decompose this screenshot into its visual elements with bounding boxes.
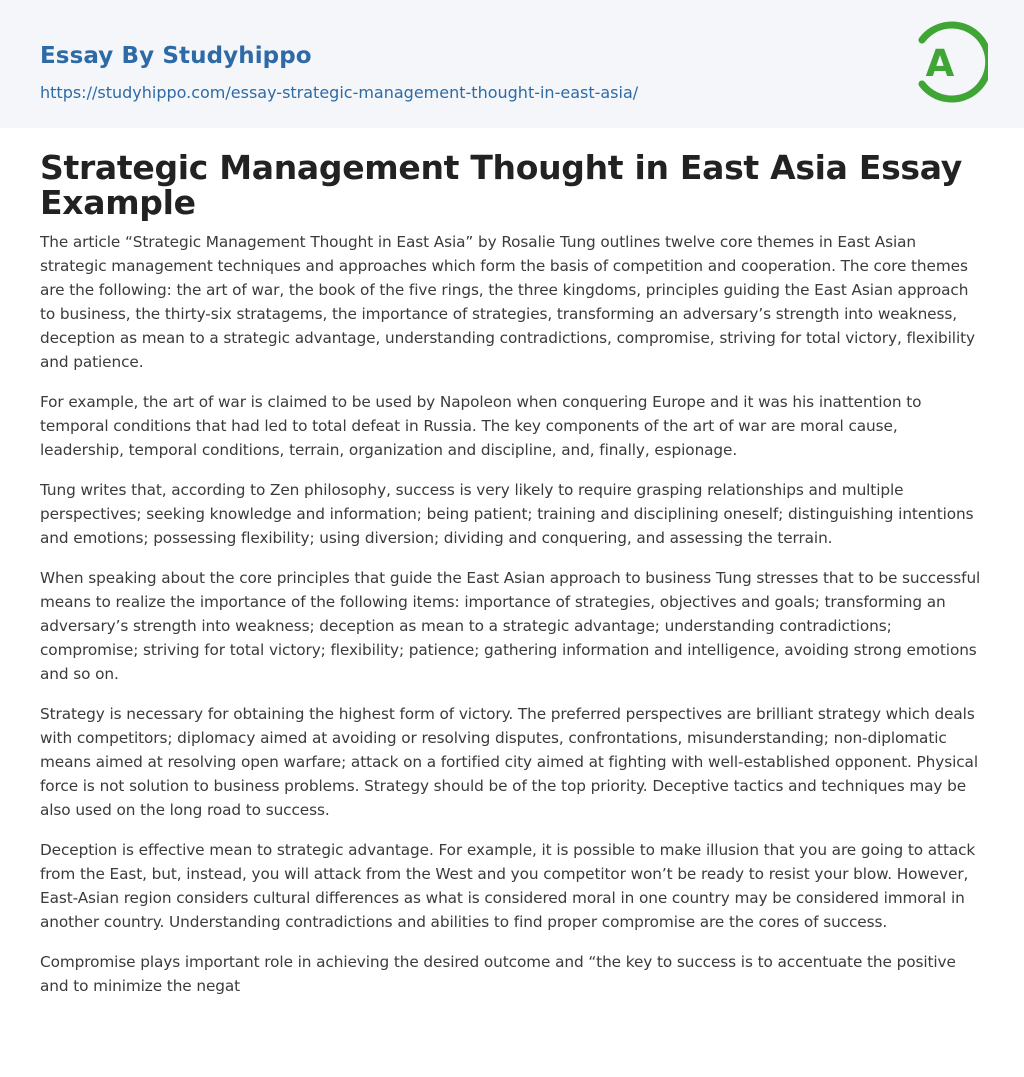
studyhippo-logo-icon[interactable]: [908, 16, 988, 108]
brand-title[interactable]: Essay By Studyhippo: [40, 43, 312, 69]
article-paragraph: When speaking about the core principles that guide the East Asian approach to business Tung stresses that to be successful means to realize the importance of the following items: importance of strategies, objectives and goals; transforming an adversary’s strength into weakness; deception as mean to a strategic advantage; understanding contradictions; compromise; striving for total victory; flexibility; patience; gathering information and intelligence, avoiding strong emotions and so on.: [40, 569, 981, 683]
source-url-link[interactable]: https://studyhippo.com/essay-strategic-management-thought-in-east-asia/: [40, 83, 639, 102]
logo-ring-icon: [908, 16, 988, 108]
page-title: Strategic Management Thought in East Asia Essay Example: [40, 148, 962, 222]
site-header: [0, 0, 1024, 128]
article-paragraph: Tung writes that, according to Zen philosophy, success is very likely to require grasping relationships and multiple perspectives; seeking knowledge and information; being patient; training and disciplining oneself; distinguishing intentions and emotions; possessing flexibility; using diversion; dividing and conquering, and assessing the terrain.: [40, 481, 974, 547]
article-paragraph: Compromise plays important role in achieving the desired outcome and “the key to success is to accentuate the positive and to minimize the negat: [40, 953, 956, 995]
article-paragraph: Deception is effective mean to strategic advantage. For example, it is possible to make illusion that you are going to attack from the East, but, instead, you will attack from the West and you competitor won’t be ready to resist your blow. However, East-Asian region considers cultural differences as what is considered moral in one country may be considered immoral in another country. Understanding contradictions and abilities to find proper compromise are the cores of success.: [40, 841, 976, 931]
logo-letter: A: [925, 42, 955, 85]
article-body: [0, 128, 1024, 998]
article-paragraph: For example, the art of war is claimed to be used by Napoleon when conquering Europe and it was his inattention to temporal conditions that had led to total defeat in Russia. The key components of the art of war are moral cause, leadership, temporal conditions, terrain, organization and discipline, and, finally, espionage.: [40, 393, 922, 459]
article-paragraph: Strategy is necessary for obtaining the highest form of victory. The preferred perspectives are brilliant strategy which deals with competitors; diplomacy aimed at avoiding or resolving disputes, confrontations, misunderstanding; non-diplomatic means aimed at resolving open warfare; attack on a fortified city aimed at fighting with well-established opponent. Physical force is not solution to business problems. Strategy should be of the top priority. Deceptive tactics and techniques may be also used on the long road to success.: [40, 705, 978, 819]
article-paragraph: The article “Strategic Management Thought in East Asia” by Rosalie Tung outlines twelve core themes in East Asian strategic management techniques and approaches which form the basis of competition and cooperation. The core themes are the following: the art of war, the book of the five rings, the three kingdoms, principles guiding the East Asian approach to business, the thirty-six stratagems, the importance of strategies, transforming an adversary’s strength into weakness, deception as mean to a strategic advantage, understanding contradictions, compromise, striving for total victory, flexibility and patience.: [40, 233, 975, 371]
